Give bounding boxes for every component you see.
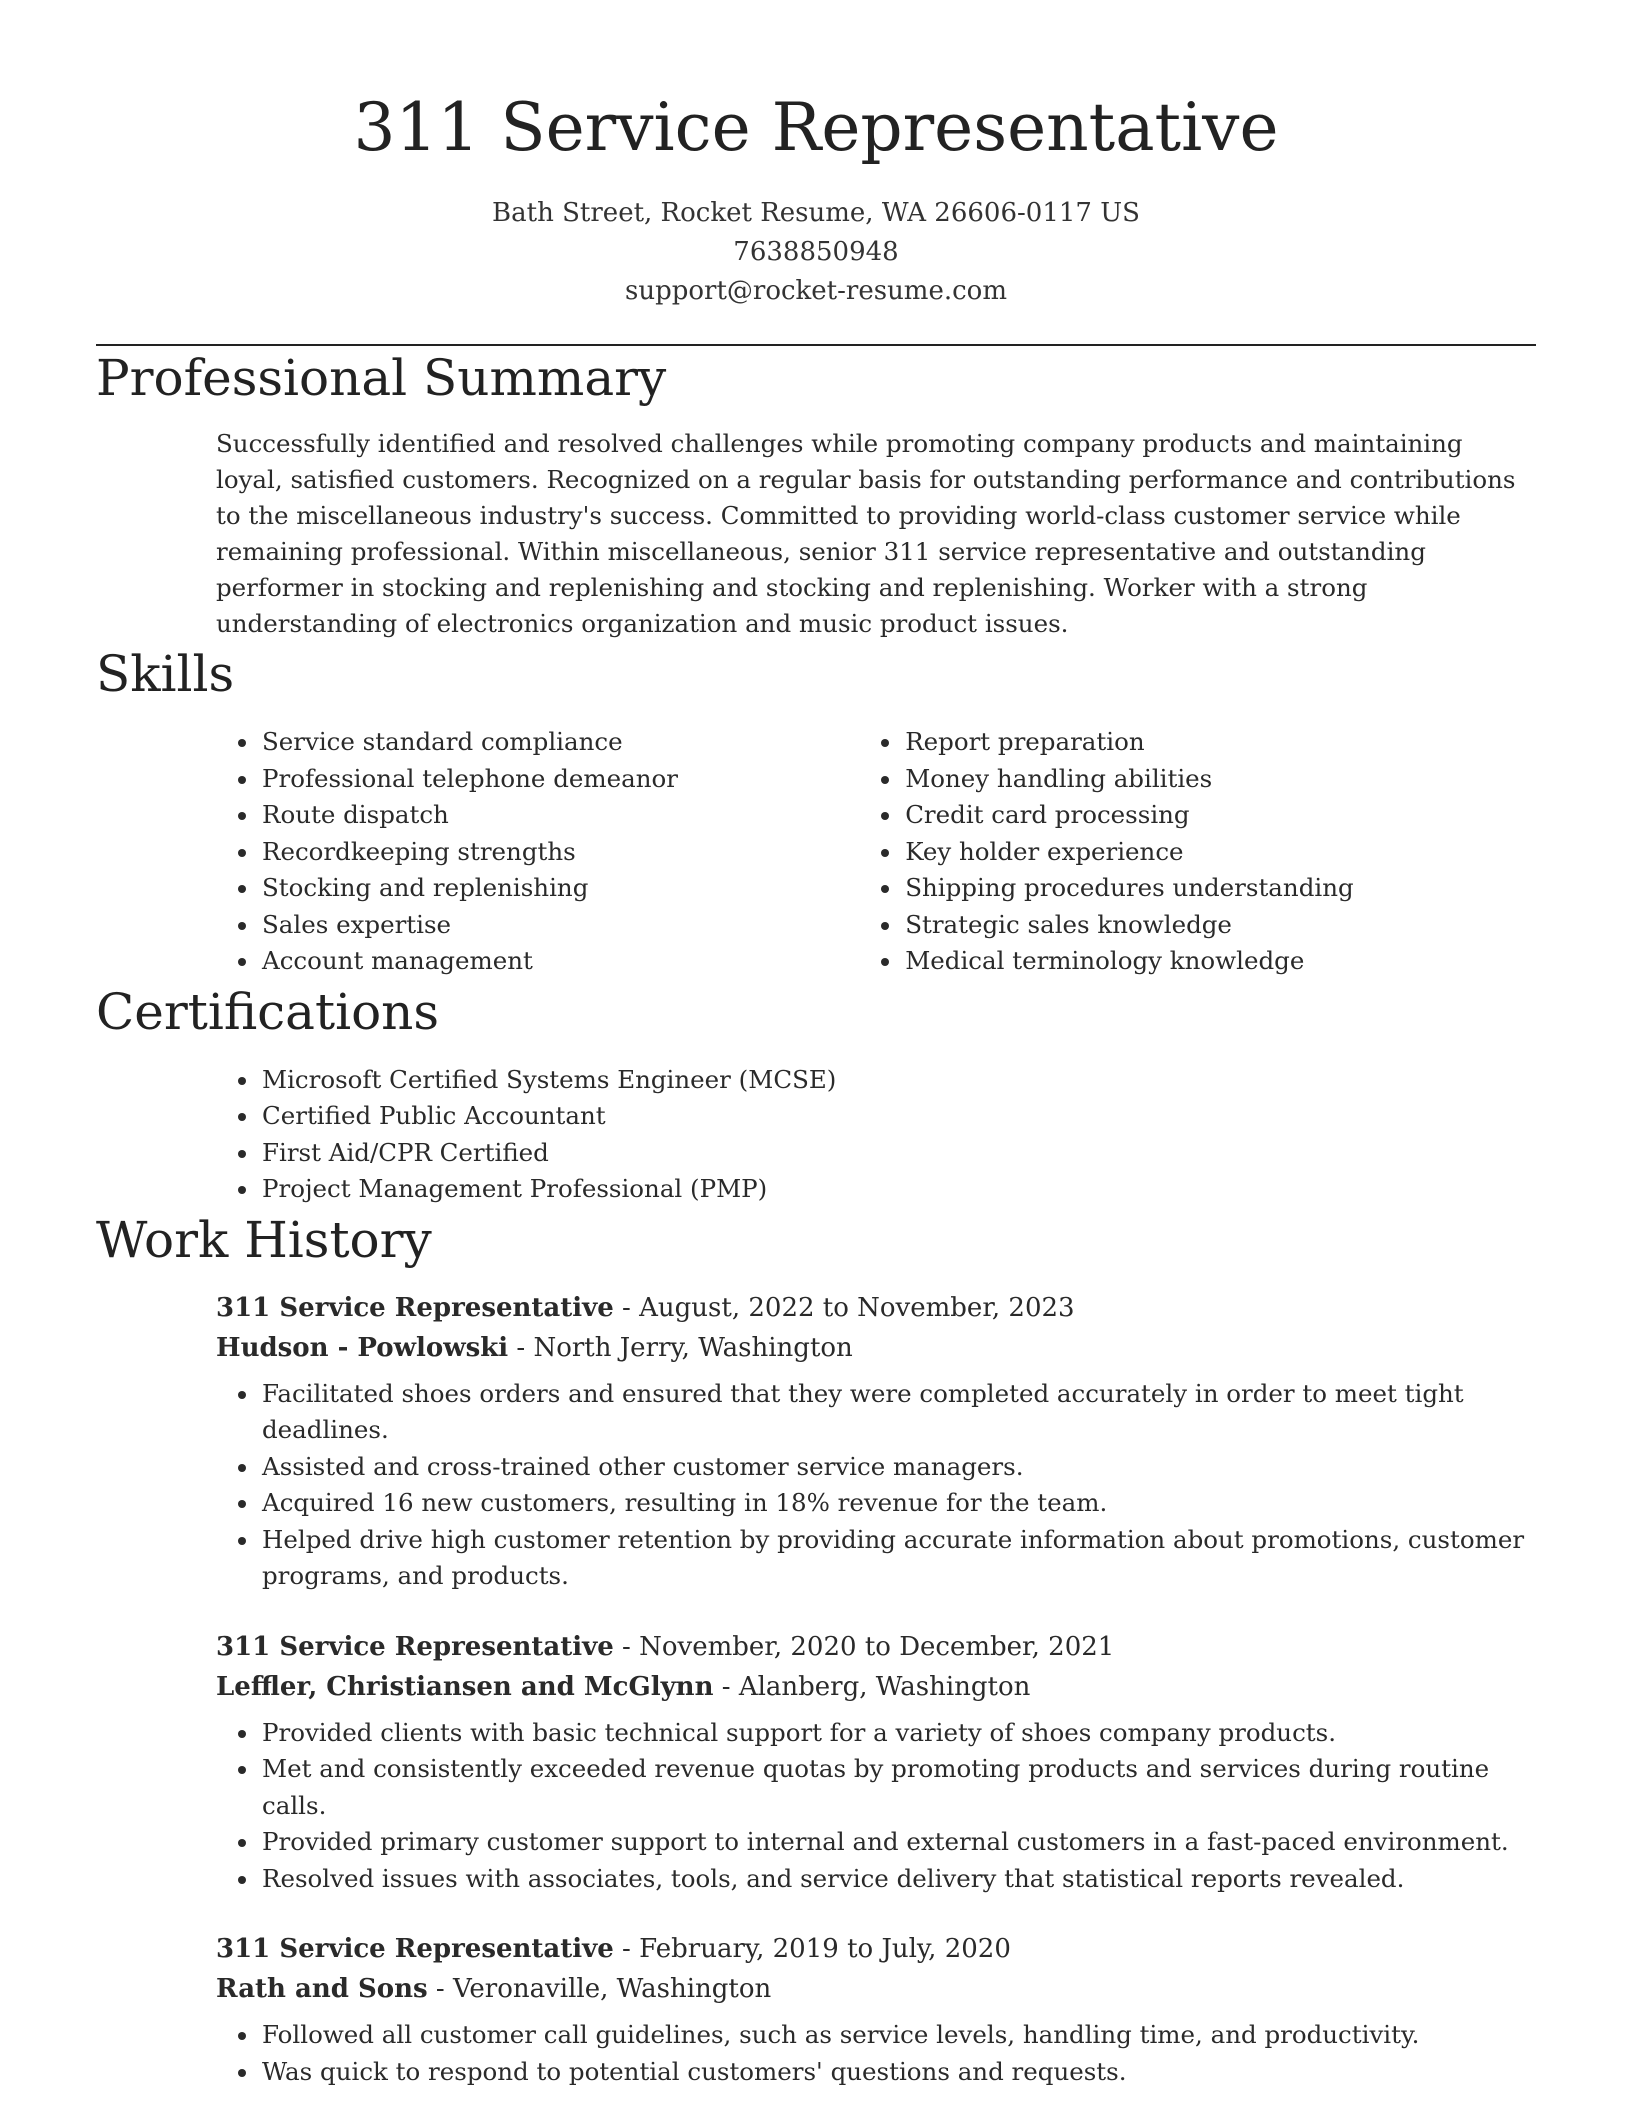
job-location: Alanberg, Washington xyxy=(738,1671,1031,1702)
skill-item: • Key holder experience xyxy=(903,834,1536,871)
job-role: 311 Service Representative xyxy=(216,1631,614,1662)
skills-grid xyxy=(96,724,1536,980)
certifications-heading: Certifications xyxy=(96,982,440,1041)
job-bullet: • Assisted and cross-trained other customer service managers. xyxy=(260,1449,1536,1486)
job-separator: - xyxy=(427,1974,453,2004)
job-bullet: • Acquired 16 new customers, resulting in 18% revenue for the team. xyxy=(260,1485,1536,1522)
contact-phone: 7638850948 xyxy=(733,237,899,267)
job-separator: - xyxy=(508,1332,534,1363)
job-bullet: • Provided primary customer support to internal and external customers in a fast-paced environment. xyxy=(260,1824,1536,1861)
job-bullet: • Met and consistently exceeded revenue quotas by promoting products and services during routine calls. xyxy=(260,1751,1536,1824)
work-history-heading: Work History xyxy=(96,1210,432,1269)
job-bullet: • Facilitated shoes orders and ensured that they were completed accurately in order to meet tight deadlines. xyxy=(260,1376,1536,1449)
summary-text: Successfully identified and resolved challenges while promoting company products and maintaining loyal, satisfied customers. Recognized on a regular basis for outstanding performance and contributions to the miscellaneous industry's success. Committed to providing world-class customer service while remaining professional. Within miscellaneous, senior 311 service representative and outstanding performer in stocking and replenishing and stocking and replenishing. Worker with a strong understanding of electronics organization and music product issues. xyxy=(216,429,1516,638)
job-entry xyxy=(216,1929,1536,2090)
skill-item: • Medical terminology knowledge xyxy=(903,943,1536,980)
job-separator: - xyxy=(613,1934,640,1964)
job-dates: August, 2022 to November, 2023 xyxy=(639,1292,1075,1323)
job-location: Veronaville, Washington xyxy=(452,1974,772,2004)
job-bullet: • Helped drive high customer retention by providing accurate information about promotions, customer programs, and products. xyxy=(260,1522,1536,1595)
job-bullets xyxy=(216,2017,1536,2090)
skill-item: • Sales expertise xyxy=(260,907,859,944)
job-role: 311 Service Representative xyxy=(216,1292,614,1323)
skill-item: • Stocking and replenishing xyxy=(260,870,859,907)
contact-block xyxy=(96,194,1536,311)
skills-list-right xyxy=(859,724,1536,980)
certification-item: • Certified Public Accountant xyxy=(260,1098,1536,1135)
job-location: North Jerry, Washington xyxy=(533,1332,853,1363)
job-separator: - xyxy=(613,1631,640,1662)
job-company: Leffler, Christiansen and McGlynn xyxy=(216,1671,714,1702)
job-title-line xyxy=(216,1288,1536,1328)
skill-item: • Shipping procedures understanding xyxy=(903,870,1536,907)
skill-item: • Account management xyxy=(260,943,859,980)
skill-item: • Service standard compliance xyxy=(260,724,859,761)
job-bullet: • Provided clients with basic technical support for a variety of shoes company products. xyxy=(260,1715,1536,1752)
job-entry xyxy=(216,1288,1536,1595)
contact-address: Bath Street, Rocket Resume, WA 26606-0117 US xyxy=(492,198,1140,228)
contact-email: support@rocket-resume.com xyxy=(624,276,1007,306)
job-company: Rath and Sons xyxy=(216,1974,428,2004)
job-title-line xyxy=(216,1929,1536,1969)
job-company-line xyxy=(216,1969,1536,2009)
job-title-line xyxy=(216,1627,1536,1667)
skills-heading: Skills xyxy=(96,645,235,703)
certification-item: • First Aid/CPR Certified xyxy=(260,1135,1536,1172)
job-role: 311 Service Representative xyxy=(216,1934,614,1964)
skill-item: • Professional telephone demeanor xyxy=(260,761,859,798)
job-company: Hudson - Powlowski xyxy=(216,1332,509,1363)
skills-list-left xyxy=(216,724,859,980)
skill-item: • Route dispatch xyxy=(260,797,859,834)
job-separator: - xyxy=(613,1292,640,1323)
certifications-list xyxy=(216,1062,1536,1208)
job-separator: - xyxy=(713,1671,739,1702)
job-dates: February, 2019 to July, 2020 xyxy=(639,1934,1011,1964)
certifications-block xyxy=(96,1062,1536,1208)
job-company-line xyxy=(216,1328,1536,1368)
job-bullet: • Resolved issues with associates, tools, and service delivery that statistical reports revealed. xyxy=(260,1861,1536,1898)
job-entry xyxy=(216,1627,1536,1898)
job-bullet: • Was quick to respond to potential customers' questions and requests. xyxy=(260,2054,1536,2091)
job-dates: November, 2020 to December, 2021 xyxy=(639,1631,1115,1662)
skill-item: • Report preparation xyxy=(903,724,1536,761)
skill-item: • Money handling abilities xyxy=(903,761,1536,798)
job-bullets xyxy=(216,1376,1536,1595)
skill-item: • Recordkeeping strengths xyxy=(260,834,859,871)
certification-item: • Project Management Professional (PMP) xyxy=(260,1171,1536,1208)
job-bullet: • Followed all customer call guidelines, such as service levels, handling time, and productivity. xyxy=(260,2017,1536,2054)
page-title: 311 Service Representative xyxy=(353,89,1279,166)
summary-heading: Professional Summary xyxy=(96,349,667,407)
certification-item: • Microsoft Certified Systems Engineer (MCSE) xyxy=(260,1062,1536,1099)
skill-item: • Credit card processing xyxy=(903,797,1536,834)
job-company-line xyxy=(216,1667,1536,1707)
job-bullets xyxy=(216,1715,1536,1898)
skill-item: • Strategic sales knowledge xyxy=(903,907,1536,944)
resume-page xyxy=(96,0,1536,2090)
